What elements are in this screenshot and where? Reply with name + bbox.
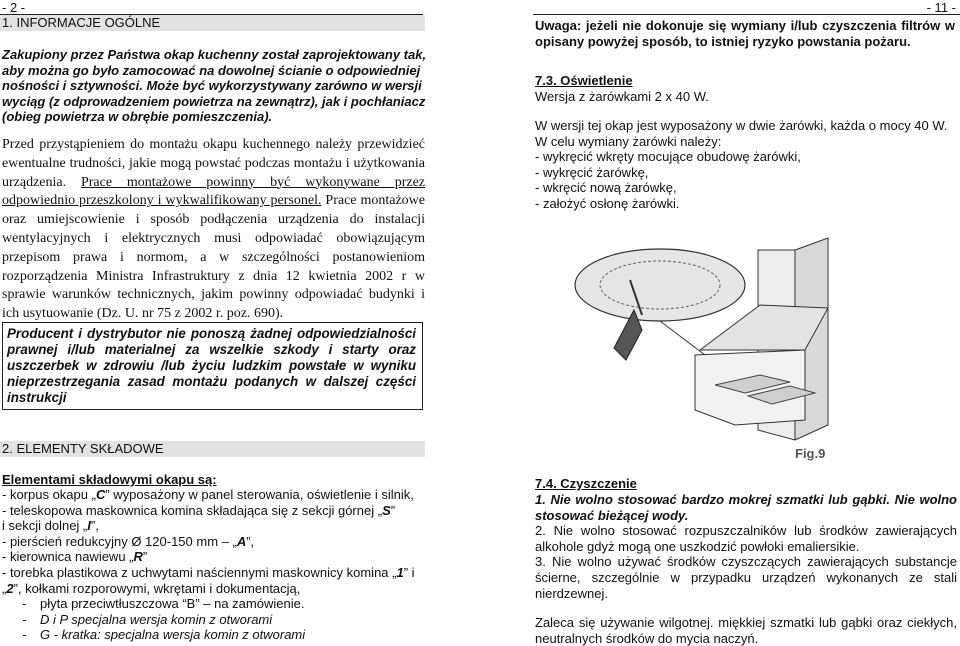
intro-line: wyciąg (z odprowadzeniem powietrza na zewnątrz), jak i pochłaniacz xyxy=(2,93,426,109)
intro-line: aby można go było zamocować na dowolnej ścianie o odpowiedniej xyxy=(2,62,421,78)
step-line: - założyć osłonę żarówki. xyxy=(535,195,680,211)
lighting-subtitle: Wersja z żarówkami 2 x 40 W. xyxy=(535,89,709,104)
list-item: „2”, kołkami rozporowymi, wkrętami i dokumentacją, xyxy=(2,580,301,596)
cleaning-item-1: 1. Nie wolno stosować bardzo mokrej szmatki lub gąbki. Nie wolno stosować bieżącej wody. xyxy=(535,492,957,523)
step-line: W celu wymiany żarówki należy: xyxy=(535,133,722,149)
list-item-indented: - płyta przeciwtłuszczowa “B” – na zamówienie. xyxy=(22,596,305,612)
installation-paragraph xyxy=(2,136,425,324)
general-info-intro xyxy=(2,47,427,125)
list-item-indented: - G - kratka: specjalna wersja komin z otworami xyxy=(22,627,306,643)
hood-bulb-replacement-figure xyxy=(430,210,830,470)
page-number-right: - 11 - xyxy=(926,0,956,15)
lighting-heading: 7.3. Oświetlenie xyxy=(535,73,633,88)
list-item: - korpus okapu „C” wyposażony w panel sterowania, oświetlenie i silnik, xyxy=(2,487,414,502)
hood-top xyxy=(700,305,828,350)
fire-warning: Uwaga: jeżeli nie dokonuje się wymiany i/lub czyszczenia filtrów w opisany powyżej sposób, to istniej ryzyko powstania pożaru. xyxy=(535,18,955,49)
figure-label: Fig.9 xyxy=(795,446,826,461)
section-2-heading: 2. ELEMENTY SKŁADOWE xyxy=(0,441,425,457)
section-1-heading: 1. INFORMACJE OGÓLNE xyxy=(0,15,425,31)
intro-line: nośności i sztywności. Może być wykorzystywany zarówno w wersji xyxy=(2,78,422,94)
page-number-left: - 2 - xyxy=(2,0,26,15)
step-line: W wersji tej okap jest wyposażony w dwie żarówki, każda o mocy 40 W. xyxy=(535,118,948,133)
cleaning-heading: 7.4. Czyszczenie xyxy=(535,476,637,491)
cleaning-recommendation: Zaleca się używanie wilgotnej. miękkiej szmatki lub gąbki oraz ciekłych, neutralnych środków do mycia naczyń. xyxy=(535,615,957,646)
leader-line xyxy=(660,321,705,355)
list-item: - teleskopowa maskownica komina składająca się z sekcji górnej „S” xyxy=(2,502,396,518)
list-item: - torebka plastikowa z uchwytami naściennymi maskownicy komina „1” i xyxy=(2,564,415,580)
list-item-indented: - D i P specjalna wersja komin z otworami xyxy=(22,611,273,627)
cleaning-item-2: 2. Nie wolno stosować rozpuszczalników lub środków zawierających alkohole gdyż mogą one uszkodzić powłoki emaliersikie. xyxy=(535,523,957,554)
step-line: - wkręcić nową żarówkę, xyxy=(535,180,677,196)
cleaning-instructions xyxy=(535,492,957,646)
installation-text-1: Przed przystąpieniem do montażu okapu kuchennego należy przewidzieć ewentualne trudności, jakie mogą powstać podczas montażu i użytkowania urządzenia. xyxy=(2,137,425,190)
list-item: i sekcji dolnej „I”, xyxy=(2,518,99,534)
step-line: - wykręcić wkręty mocujące obudowę żarówki, xyxy=(535,149,801,165)
bulb-replacement-steps xyxy=(535,118,955,212)
header-rule-right xyxy=(533,14,960,15)
intro-line: (obieg powietrza w obrębie pomieszczenia). xyxy=(2,109,273,125)
cleaning-item-3: 3. Nie wolno używać środków czyszczących zawierających substancje ścierne, szczególnie w przypadku urządzeń wykonanych ze stali nierdzewnej. xyxy=(535,554,957,601)
installation-text-2: Prace montażowe oraz umiejscowienie i sposób podłączenia urządzenia do instalacji wentylacyjnych i elektrycznych musi odpowiadać obowiązującym przepisom prawa i normom, a w szczególności postanowieniom rozporządzenia Ministra Infrastruktury z dnia 12 kwietnia 2002 r w sprawie warunków technicznych, jakim powinny odpowiadać budynki i ich usytuowanie (Dz. U. nr 75 z 2002 r. poz. 690). xyxy=(2,193,425,322)
components-subheading: Elementami składowymi okapu są: xyxy=(2,472,217,487)
liability-notice-box: Producent i dystrybutor nie ponoszą żadnej odpowiedzialności prawnej i/lub materialnej za wszelkie szkody i starty oraz uszczerbek w zdrowiu /lub życiu ludzkim powstałe w wyniku nieprzestrzegania zasad montażu podanych w dalszej części instrukcji xyxy=(2,322,423,410)
step-line: - wykręcić żarówkę, xyxy=(535,164,649,180)
components-list xyxy=(2,487,427,643)
installation-text-underlined: Prace montażowe powinny być wykonywane przez odpowiednio przeszkolony i wykwalifikowany personel. xyxy=(2,174,426,209)
intro-line: Zakupiony przez Państwa okap kuchenny został zaprojektowany tak, xyxy=(2,47,427,62)
list-item: - pierścień redukcyjny Ø 120-150 mm – „A”, xyxy=(2,533,255,549)
list-item: - kierownica nawiewu „R” xyxy=(2,549,148,565)
